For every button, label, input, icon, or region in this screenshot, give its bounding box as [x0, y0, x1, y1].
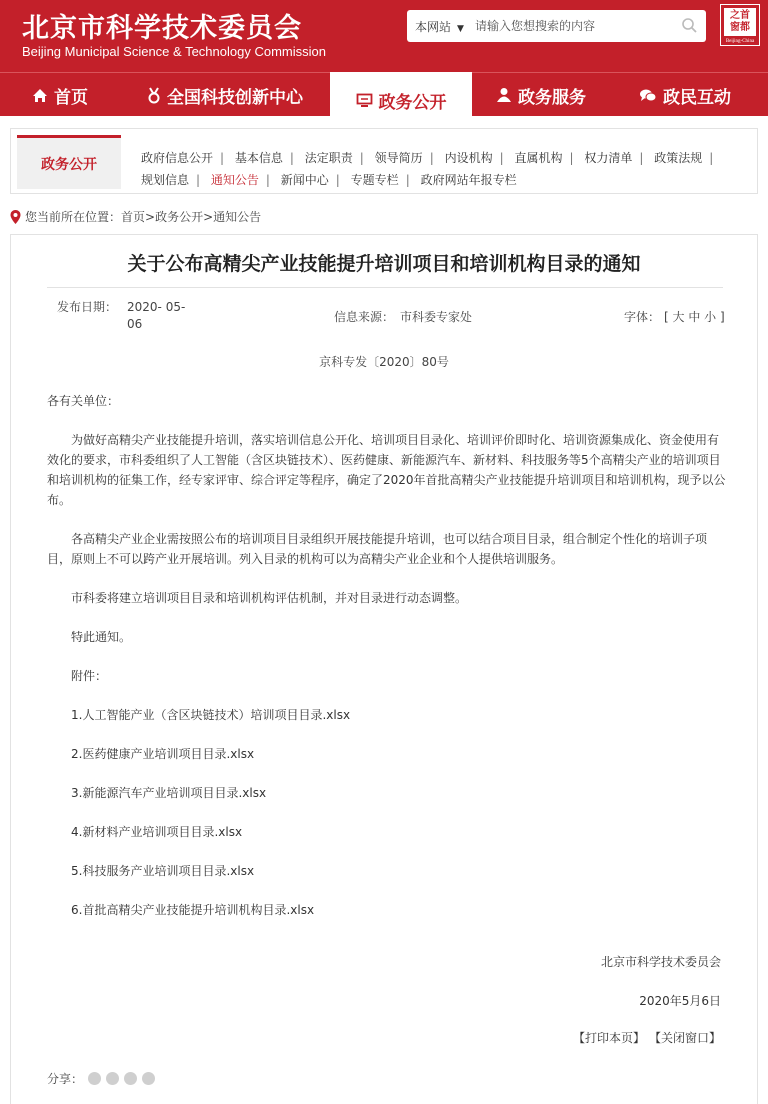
subnav-link-affiliates[interactable]: 直属机构 — [514, 151, 563, 165]
subnav-link-leaders[interactable]: 领导简历 — [374, 151, 423, 165]
signature: 北京市科学技术委员会 — [600, 955, 721, 969]
sub-navigation — [10, 128, 758, 194]
seal-subtext: Beijing-China — [725, 39, 755, 44]
paragraph: 各高精尖产业企业需按照公布的培训项目目录组织开展技能提升培训，也可以结合项目目录，组合制定个性化的培训子项目，原则上不可以跨产业开展培训。列入目录的机构可以为高精尖产业企业和个人提供培训服务。 — [47, 532, 708, 566]
info-source-value: 市科委专家处 — [400, 310, 473, 324]
subnav-links: 政府信息公开 | 基本信息 | 法定职责 | 领导简历 | 内设机构 | 直属机构 | 权力清单 | 政策法规 | 规划信息 | 通知公告 | 新闻中心 | 专题专栏 | 政府网站年报专栏 — [141, 147, 741, 191]
info-source: 信息来源： 市科委专家处 — [334, 310, 473, 324]
subnav-link-duties[interactable]: 法定职责 — [304, 151, 353, 165]
font-size-options[interactable]: [ 大 中 小 ] — [664, 310, 725, 324]
nav-home[interactable] — [0, 73, 120, 117]
user-icon — [496, 87, 512, 103]
nav-label: 全国科技创新中心 — [167, 87, 303, 108]
subnav-link-basic-info[interactable]: 基本信息 — [234, 151, 283, 165]
attachment-link[interactable]: 5.科技服务产业培训项目目录.xlsx — [71, 864, 255, 878]
attachment-link[interactable]: 6.首批高精尖产业技能提升培训机构目录.xlsx — [71, 903, 315, 917]
breadcrumb-notices[interactable]: 通知公告 — [213, 210, 262, 224]
subnav-link-gov-info[interactable]: 政府信息公开 — [141, 151, 214, 165]
subnav-link-special[interactable]: 专题专栏 — [350, 173, 399, 187]
subnav-link-annual-report[interactable]: 政府网站年报专栏 — [420, 173, 517, 187]
monitor-icon — [356, 93, 373, 108]
nav-interaction[interactable] — [610, 73, 760, 117]
subnav-link-policy[interactable]: 政策法规 — [654, 151, 703, 165]
nav-gov-services[interactable] — [472, 73, 610, 117]
chat-icon — [639, 88, 657, 103]
subnav-title: 政务公开 — [17, 135, 121, 189]
chevron-down-icon: ▼ — [457, 24, 464, 34]
home-icon — [32, 88, 48, 103]
site-logo-en: Beijing Municipal Science & Technology Commission — [22, 44, 326, 59]
subnav-link-power-list[interactable]: 权力清单 — [584, 151, 633, 165]
search-icon — [680, 16, 700, 36]
article — [10, 234, 758, 1104]
site-header — [0, 0, 768, 72]
subnav-link-notices[interactable]: 通知公告 — [210, 173, 259, 187]
subnav-link-news[interactable]: 新闻中心 — [280, 173, 329, 187]
close-window-button[interactable]: 【关闭窗口】 — [654, 1031, 721, 1045]
article-body — [47, 391, 727, 939]
attachment-link[interactable]: 2.医药健康产业培训项目目录.xlsx — [71, 747, 255, 761]
salutation: 各有关单位： — [47, 394, 120, 408]
font-size-switch: 字体： [ 大 中 小 ] — [624, 310, 725, 324]
paragraph: 特此通知。 — [71, 630, 132, 644]
search-button[interactable] — [680, 16, 700, 36]
title-divider — [47, 287, 723, 288]
publish-date-value: 2020- 05- 06 — [127, 300, 186, 331]
breadcrumb: 您当前所在位置： 首页 > 政务公开 > 通知公告 — [10, 208, 261, 225]
capital-window-seal[interactable] — [720, 4, 760, 46]
search-input[interactable] — [475, 15, 670, 37]
share-bar — [47, 1070, 155, 1087]
nav-label: 首页 — [54, 87, 88, 108]
qzone-share-icon[interactable] — [124, 1072, 137, 1085]
page-actions — [563, 1029, 721, 1046]
location-pin-icon — [10, 210, 21, 224]
search-scope-select[interactable] — [415, 18, 464, 35]
subnav-link-departments[interactable]: 内设机构 — [444, 151, 493, 165]
more-share-icon[interactable] — [142, 1072, 155, 1085]
breadcrumb-gov-affairs[interactable]: 政务公开 — [155, 210, 204, 224]
attachment-link[interactable]: 3.新能源汽车产业培训项目目录.xlsx — [71, 786, 267, 800]
attachments-label: 附件： — [71, 669, 108, 683]
publish-date: 发布日期： 2020- 05- 06 — [57, 300, 186, 331]
wechat-share-icon[interactable] — [88, 1072, 101, 1085]
signature-date: 2020年5月6日 — [639, 994, 721, 1008]
nav-gov-affairs[interactable] — [330, 72, 472, 128]
site-logo-cn[interactable]: 北京市科学技术委员会 — [22, 13, 302, 44]
nav-innovation-center[interactable] — [120, 73, 330, 117]
attachment-link[interactable]: 1.人工智能产业（含区块链技术）培训项目目录.xlsx — [71, 708, 351, 722]
attachment-link[interactable]: 4.新材料产业培训项目目录.xlsx — [71, 825, 243, 839]
nav-label: 政务公开 — [378, 92, 447, 113]
print-button[interactable]: 【打印本页】 — [572, 1031, 645, 1045]
paragraph: 为做好高精尖产业技能提升培训，落实培训信息公开化、培训项目目录化、培训评价即时化、培训资源集成化、资金使用有效化的要求，市科委组织了人工智能（含区块链技术）、医药健康、新能源汽车、新材料、科技服务等5个高精尖产业的培训项目和培训机构的征集工作，经专家评审、综合评定等程序，确定了2020年首批高精尖产业技能提升培训项目和培训机构，现予以公布。 — [47, 433, 726, 507]
search-scope-label: 本网站 — [415, 20, 452, 34]
search-box — [407, 10, 706, 42]
nav-label: 政民互动 — [663, 87, 731, 108]
weibo-share-icon[interactable] — [106, 1072, 119, 1085]
main-nav — [0, 72, 768, 116]
nav-label: 政务服务 — [518, 87, 586, 108]
breadcrumb-prefix: 您当前所在位置： — [25, 210, 122, 224]
paragraph: 市科委将建立培训项目目录和培训机构评估机制，并对目录进行动态调整。 — [71, 591, 468, 605]
medal-icon — [147, 87, 161, 104]
seal-mark: 之首 窗都 — [724, 8, 756, 36]
breadcrumb-home[interactable]: 首页 — [121, 210, 146, 224]
subnav-link-planning[interactable]: 规划信息 — [141, 173, 190, 187]
document-number: 京科专发〔2020〕80号 — [319, 355, 449, 369]
share-label: 分享： — [47, 1072, 84, 1086]
article-title: 关于公布高精尖产业技能提升培训项目和培训机构目录的通知 — [127, 253, 641, 275]
